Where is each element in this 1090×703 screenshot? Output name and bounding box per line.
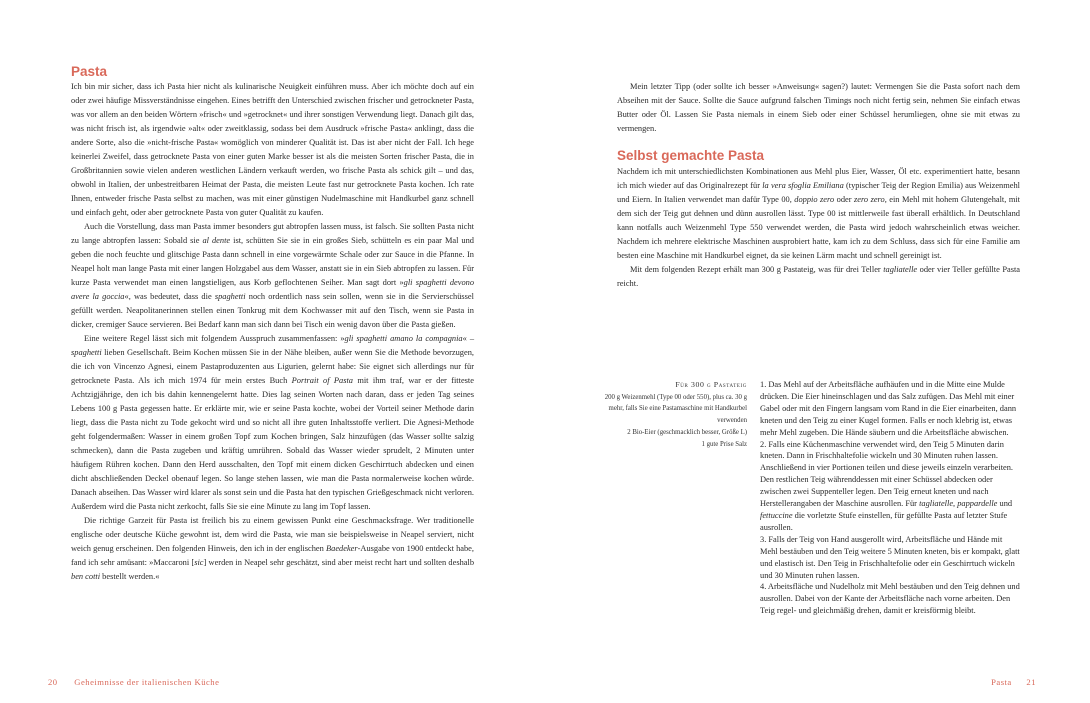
footer-left xyxy=(48,677,219,687)
italic-term: zero zero xyxy=(853,195,885,204)
paragraph: Nachdem ich mit unterschiedlichsten Kombinationen aus Mehl plus Eier, Wasser, Öl etc. experimentiert hatte, besann ich mich wieder auf das Originalrezept für la vera sfoglia Emiliana (typischer Teig der Region Emilia) aus Weizenmehl und Eiern. In Italien verwendet man dafür Type 00, doppio zero oder zero zero, ein Mehl mit hohem Glutengehalt, mit dem sich der Teig gut dehnen und dünn ausrollen lässt. Type 00 ist mittlerweile fast überall erhältlich. In Deutschland kann notfalls auch Weizenmehl Type 550 verwendet werden, die Pasta wird jedoch wahrscheinlich etwas weicher. Nachdem ich mehrere elektrische Maschinen ausprobiert hatte, kam ich zu dem Schluss, dass sich für eine Familie am besten eine Maschine mit Handkurbel eignet, da sie keinen Lärm macht und schnell gereinigt ist. xyxy=(617,167,1020,260)
section-heading-pasta: Pasta xyxy=(71,64,108,79)
paragraph: 3. Falls der Teig von Hand ausgerollt wird, Arbeitsfläche und Hände mit Mehl bestäuben und den Teig weitere 5 Minuten kneten, bis er kompakt, glatt und elastisch ist. Den Teig in Frischhaltefolie oder ein Geschirrtuch wickeln und 30 Minuten ruhen lassen. xyxy=(760,534,1020,580)
italic-term: spaghetti xyxy=(214,292,246,301)
italic-term: gli spaghetti devono avere la goccia xyxy=(71,278,475,301)
running-title-left: Geheimnisse der italienischen Küche xyxy=(74,677,220,687)
italic-term: tagliatelle xyxy=(883,265,918,274)
paragraph: 2. Falls eine Küchenmaschine verwendet wird, den Teig 5 Minuten darin kneten. Dann in Frischhaltefolie wickeln und 30 Minuten ruhen lassen. Anschließend in vier Portionen teilen und diese jeweils einzeln verarbeiten. Den restlichen Teig währenddessen mit einer Schüssel abdecken oder zwischen zwei Suppenteller legen. Den Teig erneut kneten und nach Herstellerangaben der Maschine ausrollen. Für tagliatelle, pappardelle und fettuccine die vorletzte Stufe einstellen, für gefüllte Pasta auf letzter Stufe ausrollen. xyxy=(760,439,1014,532)
italic-term: Portrait of Pasta xyxy=(291,376,353,385)
italic-term: fettuccine xyxy=(760,510,793,520)
paragraph: Eine weitere Regel lässt sich mit folgendem Ausspruch zusammenfassen: »gli spaghetti amano la compagnia« – spaghetti lieben Gesellschaft. Beim Kochen müssen Sie in der Nähe bleiben, außer wenn Sie die Methode bevorzugen, die ich von Vincenzo Agnesi, einem Pastaproduzenten aus Ligurien, gelernt habe: Sie eignet sich allerdings nur für getrocknete Pasta. Als ich mich 1974 für mein erstes Buch Portrait of Pasta mit ihm traf, war er der fitteste Achtzigjährige, den ich bis dahin kennengelernt hatte. Dies lag seinen Worten nach daran, dass er jeden Tag seines Lebens 100 g Pasta gegessen hatte. Er erklärte mir, wie er seine Pasta kochte, wobei der Vorteil seiner Methode darin liegt, dass die Pasta nicht zu Tode gekocht wird und so nicht all ihre guten Inhaltsstoffe verliert. Die Agnesi-Methode geht folgendermaßen: Wasser in einem großen Topf zum Kochen bringen, Salz hinzufügen (das Wasser sollte salzig schmecken), dann die Pasta zugeben und kräftig umrühren. Sobald das Wasser wieder sprudelt, 2 Minuten unter häufigem Rühren kochen. Dann den Herd ausschalten, den Topf mit einem dicken Geschirrtuch abdecken und einen dicht abschließenden Deckel obenauf legen. So lange stehen lassen, wie man die Pasta normalerweise kochen würde. Danach abseihen. Das Wasser wird klarer als sonst sein und die Pasta hat den typischen Grießgeschmack nicht verloren. Außerdem wird die Pasta nicht zerkocht, falls Sie sie eine Minute zu lang im Topf lassen. xyxy=(71,334,475,511)
recipe-title: Für 300 g Pastateig xyxy=(675,380,747,389)
italic-term: pappardelle xyxy=(957,499,998,509)
right-intro-paragraph: Mein letzter Tipp (oder sollte ich besser »Anweisung« sagen?) lautet: Vermengen Sie die Pasta sofort nach dem Abseihen mit der Sauce. Sollte die Sauce aufgrund falschen Timings noch nicht fertig sein, nehmen Sie einfach etwas Butter oder Öl. Lassen Sie Pasta niemals in einem Sieb oder einer Schüssel herumliegen, ohne sie mit etwas zu vermengen. xyxy=(617,82,1020,133)
footer-right xyxy=(991,677,1036,687)
paragraph: 1. Das Mehl auf der Arbeitsfläche aufhäufen und in die Mitte eine Mulde drücken. Die Eier hineinschlagen und das Salz zufügen. Das Mehl mit einer Gabel oder mit den Fingern langsam vom Rand in die Eier einarbeiten, dann kneten und den Teig zu einer Kugel formen. Falls er noch klebrig ist, etwas mehr Mehl zugeben. Die Hände säubern und die Arbeitsfläche abwischen. xyxy=(760,380,1017,437)
right-intro-text xyxy=(617,80,1020,136)
italic-term: doppio zero xyxy=(794,195,835,204)
ingredient-item: 2 Bio-Eier (geschmacklich besser, Größe L) xyxy=(627,428,747,436)
page-number-right: 21 xyxy=(1026,677,1036,687)
ingredient-item: 1 gute Prise Salz xyxy=(701,440,747,448)
running-title-right: Pasta xyxy=(991,677,1012,687)
recipe-steps xyxy=(760,379,1022,617)
italic-term: sic xyxy=(194,558,204,567)
paragraph: Auch die Vorstellung, dass man Pasta immer besonders gut abtropfen lassen muss, ist falsch. Sie sollten Pasta nicht zu lange abtropfen lassen: Sobald sie al dente ist, schütten Sie sie in ein großes Sieb, schütteln es ein paar Mal und geben die noch feuchte und glitschige Pasta dann schnell in eine vorgewärmte Schale oder zur Sauce in die Pfanne. In Neapel holt man lange Pasta mit einer langen Holzgabel aus dem Wasser, anstatt sie in ein Sieb abtropfen zu lassen. Für kurze Pasta verwendet man einen langstieligen, aus Korb geflochtenen Seiher. Man sagt dort »gli spaghetti devono avere la goccia«, was bedeutet, dass die spaghetti noch ordentlich nass sein sollen, wenn sie in die Servierschüssel gefüllt werden. Neapolitanerinnen stellen einen Tonkrug mit dem Kochwasser mit auf den Tisch, wenn sie Pasta in dicker, cremiger Sauce servieren. Bei Bedarf kann man sich dann bei Tisch ein wenig davon über die Pasta gießen. xyxy=(71,222,475,329)
right-page xyxy=(545,0,1090,703)
italic-term: la vera sfoglia Emiliana xyxy=(762,181,844,190)
paragraph: Mit dem folgenden Rezept erhält man 300 g Pastateig, was für drei Teller tagliatelle oder vier Teller gefüllte Pasta reicht. xyxy=(617,265,1020,288)
paragraph: Ich bin mir sicher, dass ich Pasta hier nicht als kulinarische Neuigkeit einführen muss. Aber ich möchte doch auf ein oder zwei häufige Missverständnisse eingehen. Eines betrifft den Unterschied zwischen frischer und getrockneter Pasta, was vor allem an den beiden Wörtern »frisch« und »getrocknet« und ihrer sonstigen Verwendung liegt. Danach gilt das, was nicht frisch ist, als irgendwie »alt« oder zweitklassig, sodass bei dem Ausdruck »frische Pasta« anklingt, dass die andere Sorte, also die »nicht-frische Pasta« womöglich von minderer Qualität ist. Das ist aber nicht der Fall. Ich hege keinerlei Zweifel, dass getrocknete Pasta von einer guten Marke besser ist als die meisten Sorten frischer Pasta, die in Großbritannien sowie vielen anderen westlichen Ländern verkauft werden, wo frische Pasta als schick gilt – und das, obwohl in Italien, der unbestreitbaren Heimat der Pasta, die meisten Leute fast nur getrocknete Pasta kochen. Ich rate Ihnen, entweder frische Pasta selbst zu machen, was mit einer günstigen Nudelmaschine mit Handkurbel ganz schnell und einfach geht, oder aber getrocknete Pasta von guter Qualität zu kaufen. xyxy=(71,82,474,217)
recipe-ingredients xyxy=(595,379,747,450)
paragraph: Die richtige Garzeit für Pasta ist freilich bis zu einem gewissen Punkt eine Geschmacksfrage. Wer traditionelle englische oder deutsche Küche gewohnt ist, dem wird die Pasta, wie man sie beispielsweise in Neapel serviert, nicht weich genug erscheinen. Den folgenden Hinweis, den ich in der englischen Baedeker-Ausgabe von 1900 entdeckt habe, fand ich sehr amüsant: »Maccaroni [sic] werden in Neapel sehr geschätzt, sind aber meist recht hart und sollten deshalb ben cotti bestellt werden.« xyxy=(71,516,475,581)
section-heading-selbst-gemachte-pasta: Selbst gemachte Pasta xyxy=(617,148,765,163)
italic-term: spaghetti xyxy=(71,348,102,357)
right-body-text xyxy=(617,165,1020,291)
page-number-left: 20 xyxy=(48,677,58,687)
italic-term: gli spaghetti amano la compagnia xyxy=(344,334,463,343)
italic-term: al dente xyxy=(202,236,231,245)
ingredient-item: 200 g Weizenmehl (Type 00 oder 550), plus ca. 30 g mehr, falls Sie eine Pastamaschine mit Handkurbel verwenden xyxy=(604,393,747,425)
left-body-text xyxy=(71,80,474,584)
italic-term: Baedeker xyxy=(326,544,358,553)
paragraph: 4. Arbeitsfläche und Nudelholz mit Mehl bestäuben und den Teig dehnen und ausrollen. Dabei von der Kante der Arbeitsfläche nach vorne arbeiten. Den Teig regel- und gleichmäßig drehen, damit er kreisförmig bleibt. xyxy=(760,582,1020,616)
italic-term: tagliatelle xyxy=(919,499,954,509)
italic-term: ben cotti xyxy=(71,572,101,581)
